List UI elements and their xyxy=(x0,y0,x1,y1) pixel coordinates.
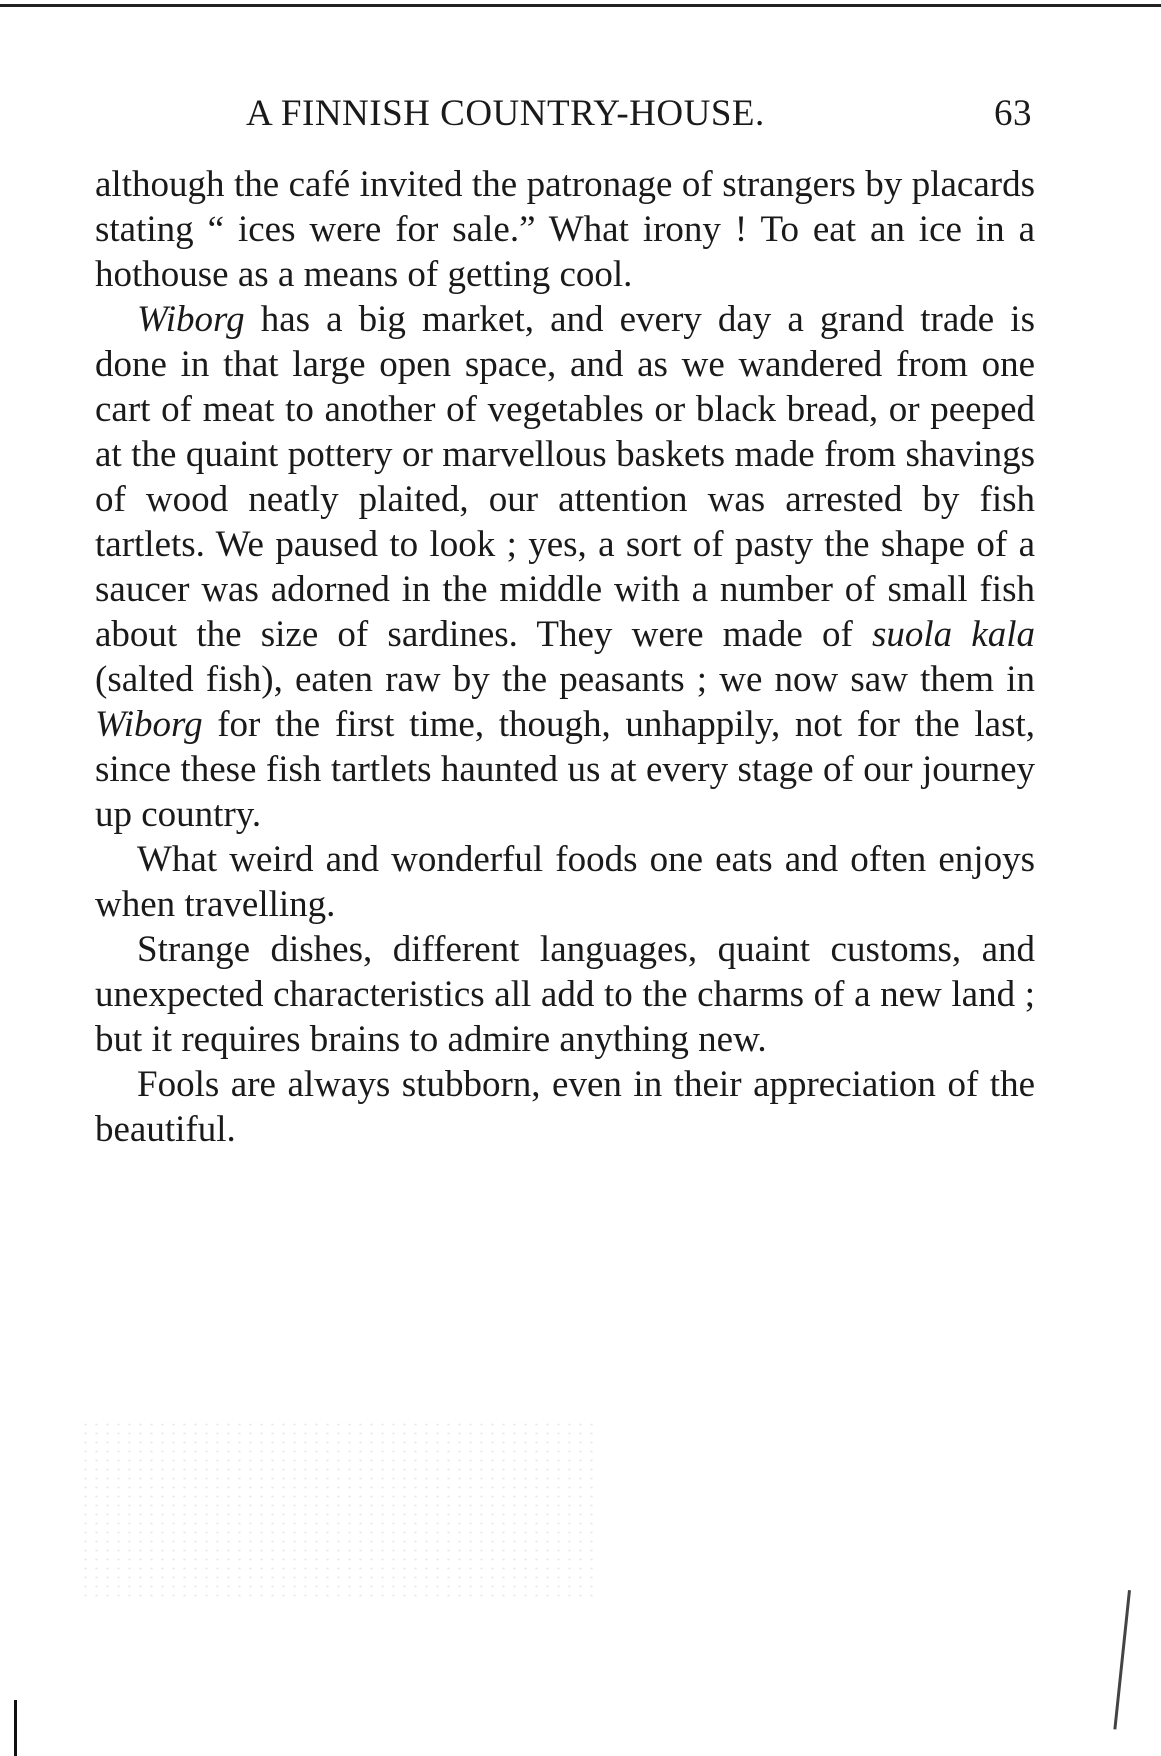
paper-speckles xyxy=(80,1420,600,1600)
page-number: 63 xyxy=(994,93,1032,134)
running-title: A FINNISH COUNTRY-HOUSE. xyxy=(246,93,765,134)
paragraph-2-text-b: (salted fish), eaten raw by the peasants ; we now saw them in xyxy=(95,659,1035,700)
term-suola-kala: suola kala xyxy=(871,614,1035,655)
paragraph-2-text-a: has a big market, and every day a grand trade is done in that large open space, and as we wandered from one cart of meat to another of vegetables or black bread, or peeped at the quaint pottery or marvellous baskets made from shavings of wood neatly plaited, our attention was arrested by fish tartlets. We paused to look ; yes, a sort of pasty the shape of a saucer was adorned in the middle with a number of small fish about the size of sardines. They were made of xyxy=(95,299,1035,655)
body-text xyxy=(95,162,1035,1152)
margin-mark-left xyxy=(14,1700,17,1756)
place-name-wiborg-2: Wiborg xyxy=(95,704,203,745)
paragraph-3: What weird and wonderful foods one eats and often enjoys when travelling. xyxy=(95,839,1035,925)
paragraph-5: Fools are always stubborn, even in their appreciation of the beautiful. xyxy=(95,1064,1035,1150)
top-rule xyxy=(0,4,1161,7)
paragraph-4: Strange dishes, different languages, quaint customs, and unexpected characteristics all add to the charms of a new land ; but it requires brains to admire anything new. xyxy=(95,929,1035,1060)
running-head xyxy=(96,92,1036,146)
paragraph-2-text-c: for the first time, though, unhappily, not for the last, since these fish tartlets haunted us at every stage of our journey up country. xyxy=(95,704,1035,835)
paragraph-1: although the café invited the patronage of strangers by placards stating “ ices were for sale.” What irony ! To eat an ice in a hothouse as a means of getting cool. xyxy=(95,164,1035,295)
margin-mark-right xyxy=(1113,1590,1131,1730)
paragraph-2 xyxy=(95,297,1035,837)
place-name-wiborg: Wiborg xyxy=(137,299,245,340)
